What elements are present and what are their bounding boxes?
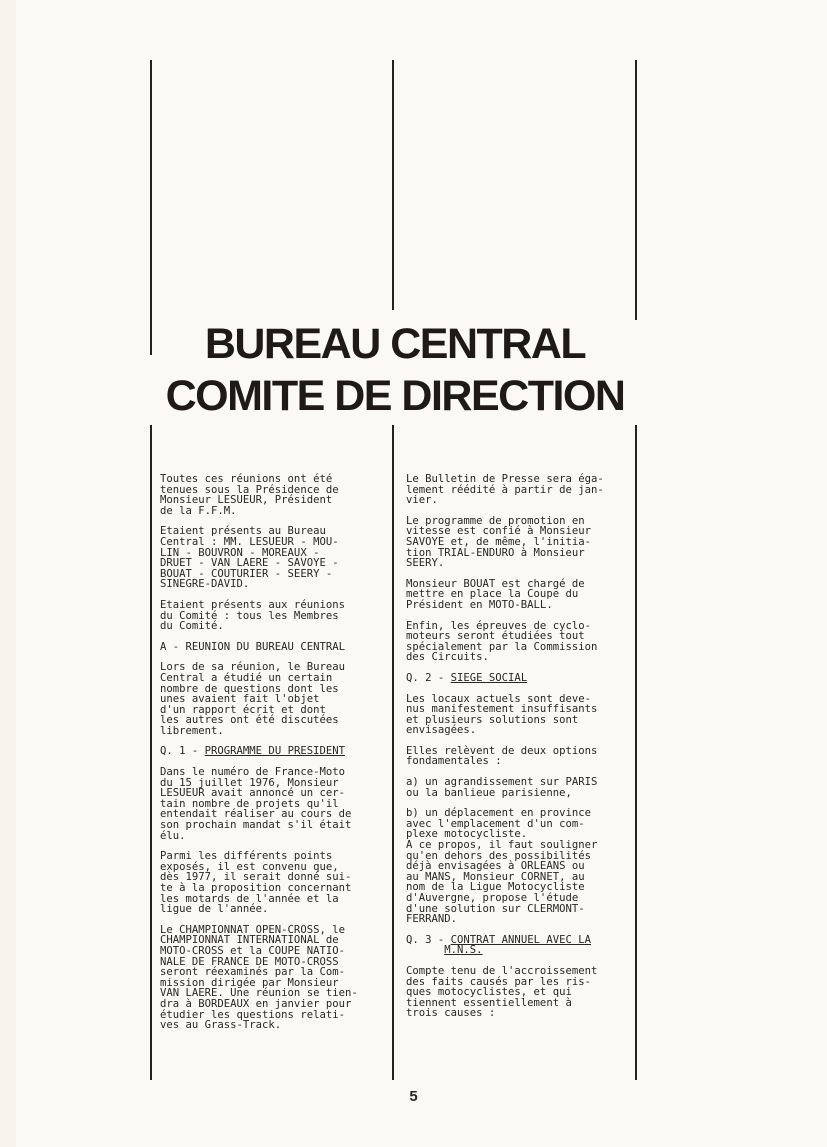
text-line: d'un rapport écrit et dont: [160, 703, 326, 716]
text-line: Q. 2 - SIEGE SOCIAL: [406, 671, 528, 684]
text-line: du 15 juillet 1976, Monsieur: [160, 776, 339, 789]
right-column: [406, 474, 638, 1029]
text-line: SAVOYE et, de même, l'initia-: [406, 535, 591, 548]
paragraph: [406, 777, 638, 798]
text-line: MOTO-CROSS et la COUPE NATIO-: [160, 944, 345, 957]
text-line: du Comité : tous les Membres: [160, 609, 339, 622]
text-line: Enfin, les épreuves de cyclo-: [406, 619, 591, 632]
text-line: a) un agrandissement sur PARIS: [406, 776, 598, 789]
text-line: Le Bulletin de Presse sera éga-: [406, 473, 604, 485]
text-line: de la F.F.M.: [160, 504, 237, 517]
paragraph: [160, 600, 392, 632]
rule-left-top: [150, 60, 152, 355]
paragraph: [406, 935, 638, 956]
text-line: lement réédité à partir de jan-: [406, 483, 604, 496]
text-line: seront réexaminés par la Com-: [160, 966, 345, 979]
paragraph: [406, 474, 638, 506]
text-line: spécialement par la Commission: [406, 640, 598, 653]
text-line: Q. 1 - PROGRAMME DU PRESIDENT: [160, 745, 345, 758]
rule-left-bottom: [150, 425, 152, 1080]
headline-line-1: BUREAU CENTRAL: [204, 320, 586, 368]
text-line: Les locaux actuels sont deve-: [406, 692, 591, 705]
text-line: tenues sous la Présidence de: [160, 483, 339, 496]
text-line: entendait réaliser au cours de: [160, 808, 352, 821]
text-line: les motards de l'année et la: [160, 892, 339, 905]
paragraph: [160, 851, 392, 915]
text-line: exposés, il est convenu que,: [160, 860, 339, 873]
text-line: d'Auvergne, propose l'étude: [406, 892, 579, 904]
text-line: CHAMPIONNAT INTERNATIONAL de: [160, 934, 339, 947]
text-line: avec l'emplacement d'un com-: [406, 817, 585, 830]
paragraph: [160, 767, 392, 841]
text-line: ligue de l'année.: [160, 903, 269, 916]
text-line: Monsieur LESUEUR, Président: [160, 494, 333, 507]
text-line: Toutes ces réunions ont été: [160, 473, 333, 485]
text-line: dès 1977, il serait donné sui-: [160, 871, 352, 884]
text-line: des Circuits.: [406, 651, 489, 664]
rule-right-top: [635, 60, 637, 320]
paragraph: [160, 925, 392, 1031]
paragraph: [406, 808, 638, 925]
text-line: Le CHAMPIONNAT OPEN-CROSS, le: [160, 923, 345, 936]
paragraph: [406, 621, 638, 663]
rule-center-bottom: [392, 425, 394, 1080]
text-line: tion TRIAL-ENDURO à Monsieur: [406, 546, 585, 559]
paragraph: [160, 642, 392, 653]
text-line: Q. 3 - CONTRAT ANNUEL AVEC LA: [406, 933, 591, 946]
text-line: Président en MOTO-BALL.: [406, 598, 553, 611]
headline-line-2: COMITE DE DIRECTION: [165, 372, 625, 420]
text-line: VAN LAERE. Une réunion se tien-: [160, 987, 358, 1000]
text-line: Elles relèvent de deux options: [406, 744, 598, 757]
text-line: b) un déplacement en province: [406, 807, 591, 820]
text-line: étudier les questions relati-: [160, 1008, 345, 1021]
text-line: M.N.S.: [444, 944, 483, 957]
text-line: mission dirigée par Monsieur: [160, 976, 339, 989]
text-line: mettre en place la Coupe du: [406, 588, 579, 601]
text-line: nom de la Ligue Motocycliste: [406, 881, 585, 894]
text-line: les autres ont été discutées: [160, 714, 339, 727]
text-line: d'une solution sur CLERMONT-: [406, 902, 585, 915]
paragraph: [160, 526, 392, 590]
text-line: des faits causés par les ris-: [406, 975, 591, 988]
paragraph: [406, 966, 638, 1019]
paragraph: [160, 746, 392, 757]
text-line: ves au Grass-Track.: [160, 1019, 282, 1032]
text-line: au MANS, Monsieur CORNET, au: [406, 870, 585, 883]
text-line: Le programme de promotion en: [406, 514, 585, 527]
paragraph: [406, 694, 638, 736]
text-line: tiennent essentiellement à: [406, 996, 572, 1009]
text-line: du Comité.: [160, 620, 224, 633]
text-line: plexe motocycliste.: [406, 828, 528, 841]
text-line: et plusieurs solutions sont: [406, 713, 579, 726]
text-line: LESUEUR avait annoncé un cer-: [160, 787, 345, 800]
text-line: Parmi les différents points: [160, 850, 333, 863]
text-line: élu.: [160, 829, 186, 842]
text-line: déjà envisagées à ORLEANS ou: [406, 860, 585, 873]
text-line: SEERY.: [406, 557, 445, 570]
text-line: LIN - BOUVRON - MOREAUX -: [160, 546, 320, 559]
paragraph: [406, 746, 638, 767]
text-line: dra à BORDEAUX en janvier pour: [160, 997, 352, 1010]
text-line: Dans le numéro de France-Moto: [160, 766, 345, 779]
text-line: Monsieur BOUAT est chargé de: [406, 577, 585, 590]
text-line: nombre de questions dont les: [160, 682, 339, 695]
paragraph: [406, 579, 638, 611]
text-line: FERRAND.: [406, 913, 458, 926]
text-line: unes avaient fait l'objet: [160, 693, 320, 706]
text-line: moteurs seront étudiées tout: [406, 630, 585, 643]
paragraph: [406, 516, 638, 569]
text-line: vier.: [406, 494, 438, 507]
paragraph: [160, 662, 392, 736]
text-line: NALE DE FRANCE DE MOTO-CROSS: [160, 955, 339, 968]
rule-center-top: [392, 60, 394, 310]
text-line: ques motocyclistes, et qui: [406, 986, 572, 999]
paragraph: [160, 474, 392, 516]
text-line: son prochain mandat s'il était: [160, 819, 352, 832]
text-line: Central a étudié un certain: [160, 671, 333, 684]
text-line: SINEGRE-DAVID.: [160, 578, 250, 591]
text-line: librement.: [160, 724, 224, 737]
text-line: Etaient présents aux réunions: [160, 598, 345, 611]
text-line: ou la banlieue parisienne,: [406, 786, 572, 799]
text-line: vitesse est confié à Monsieur: [406, 525, 591, 538]
text-line: Etaient présents au Bureau: [160, 525, 326, 538]
left-column: [160, 474, 392, 1041]
text-line: Compte tenu de l'accroissement: [406, 964, 598, 977]
text-line: BOUAT - COUTURIER - SEERY -: [160, 567, 333, 580]
text-line: trois causes :: [406, 1007, 496, 1020]
text-line: te à la proposition concernant: [160, 882, 352, 894]
text-line: A - REUNION DU BUREAU CENTRAL: [160, 640, 345, 653]
page-number: 5: [409, 1088, 418, 1105]
text-line: Central : MM. LESUEUR - MOU-: [160, 535, 339, 548]
text-line: A ce propos, il faut souligner: [406, 839, 598, 852]
text-line: Lors de sa réunion, le Bureau: [160, 661, 345, 674]
paragraph: [406, 673, 638, 684]
text-line: nus manifestement insuffisants: [406, 703, 598, 716]
text-line: tain nombre de projets qu'il: [160, 797, 339, 810]
text-line: DRUET - VAN LAERE - SAVOYE -: [160, 557, 339, 570]
text-line: envisagées.: [406, 724, 477, 737]
text-line: fondamentales :: [406, 755, 502, 768]
text-line: qu'en dehors des possibilités: [406, 849, 591, 862]
